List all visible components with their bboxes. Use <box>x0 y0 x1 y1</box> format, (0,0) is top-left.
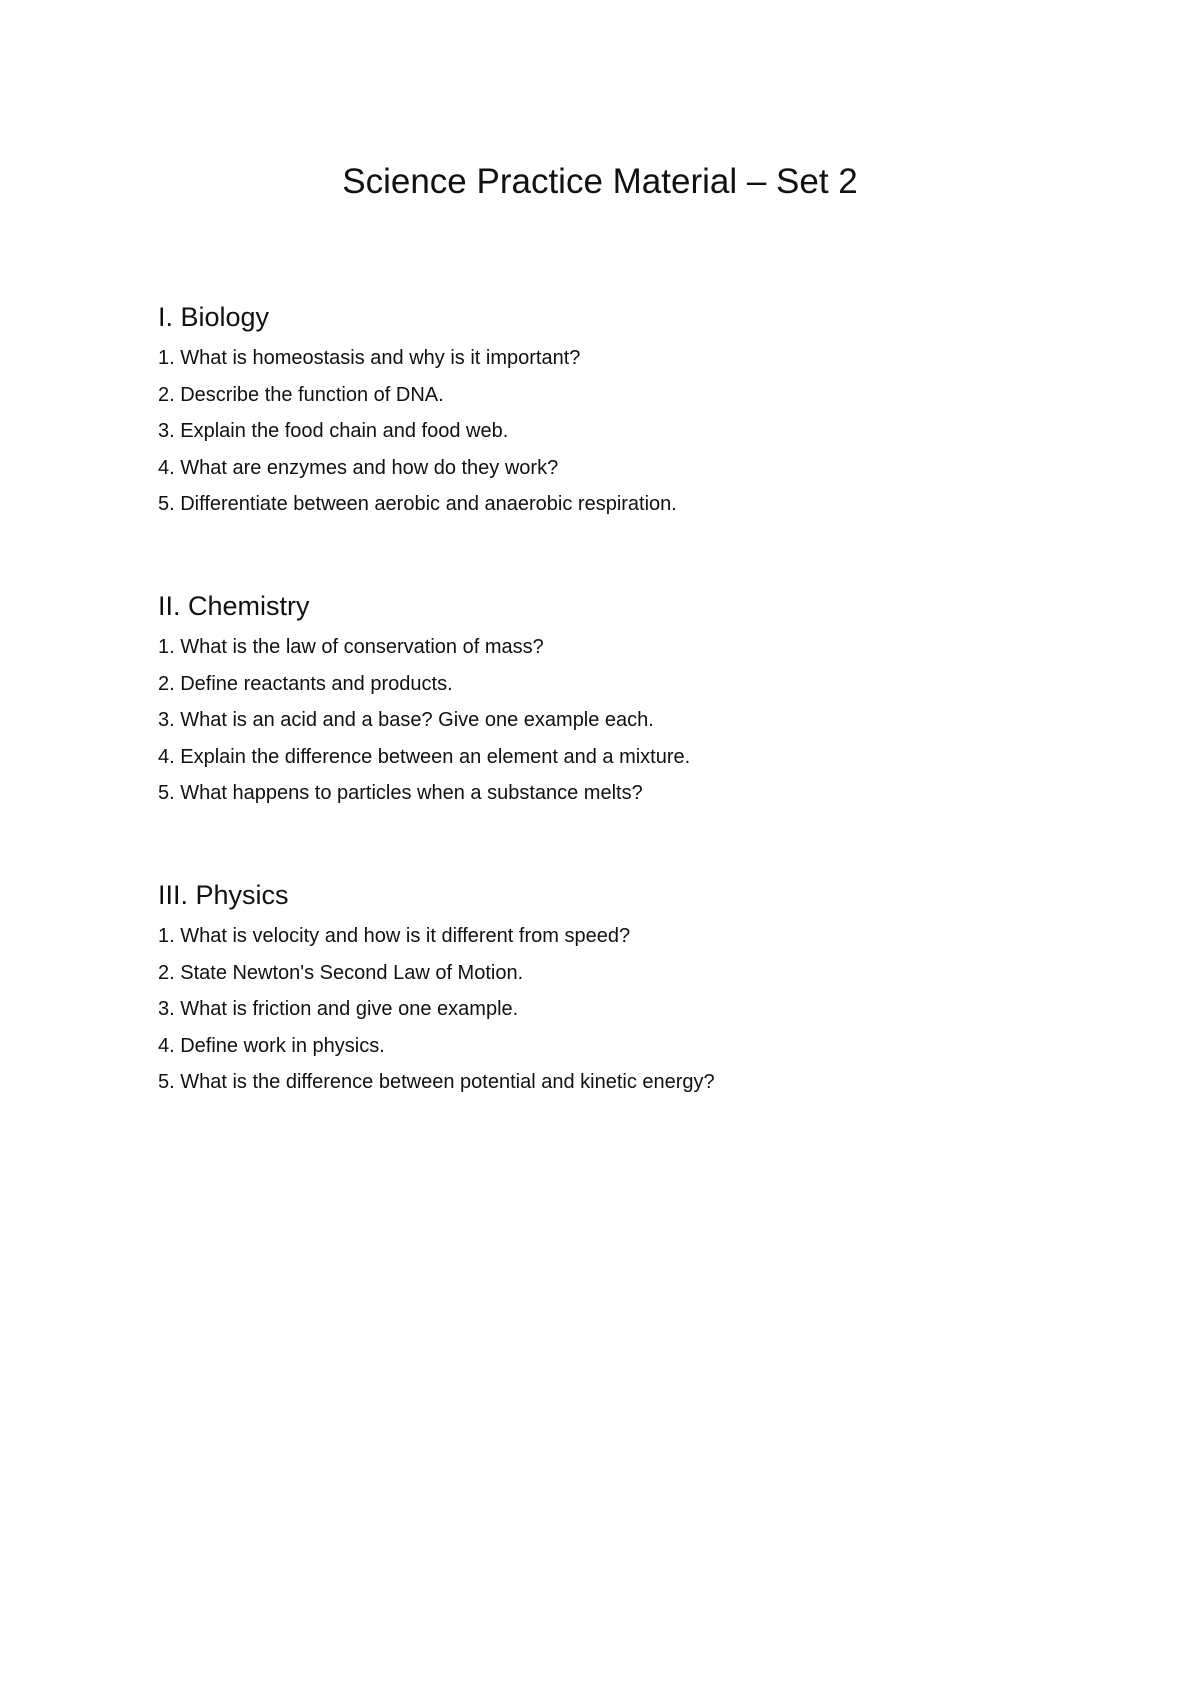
question-item: 2. Describe the function of DNA. <box>158 383 444 406</box>
section-heading-physics: III. Physics <box>158 880 289 910</box>
question-item: 5. What happens to particles when a substance melts? <box>158 782 643 804</box>
question-item: 4. Define work in physics. <box>158 1034 385 1057</box>
section-physics <box>158 878 1058 1101</box>
section-heading-chemistry: II. Chemistry <box>158 591 310 621</box>
question-item: 4. Explain the difference between an element and a mixture. <box>158 745 691 768</box>
question-item: 5. Differentiate between aerobic and anaerobic respiration. <box>158 493 677 515</box>
question-item: 1. What is the law of conservation of mass? <box>158 636 544 658</box>
section-biology <box>158 300 1058 523</box>
question-item: 1. What is velocity and how is it different from speed? <box>158 925 631 947</box>
question-item: 2. Define reactants and products. <box>158 672 453 695</box>
question-list-chemistry <box>158 629 1058 812</box>
question-item: 3. Explain the food chain and food web. <box>158 420 509 442</box>
section-heading-biology: I. Biology <box>158 302 270 332</box>
document-title: Science Practice Material – Set 2 <box>342 162 858 201</box>
question-item: 5. What is the difference between potential and kinetic energy? <box>158 1071 715 1093</box>
question-item: 3. What is an acid and a base? Give one example each. <box>158 709 654 731</box>
question-item: 4. What are enzymes and how do they work? <box>158 456 559 479</box>
question-item: 1. What is homeostasis and why is it important? <box>158 347 581 369</box>
question-item: 2. State Newton's Second Law of Motion. <box>158 961 524 984</box>
question-item: 3. What is friction and give one example. <box>158 998 519 1020</box>
section-chemistry <box>158 589 1058 812</box>
question-list-physics <box>158 918 1058 1101</box>
question-list-biology <box>158 340 1058 523</box>
